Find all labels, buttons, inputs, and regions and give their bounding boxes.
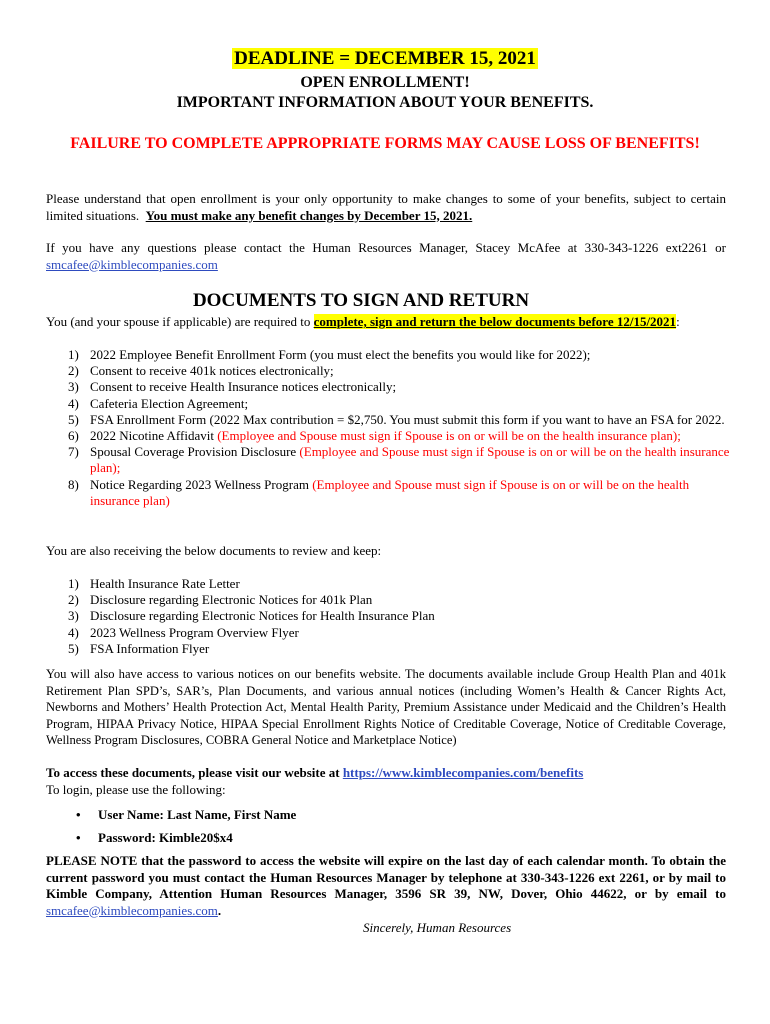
contact-email-link[interactable]: smcafee@kimblecompanies.com: [46, 256, 218, 272]
password-notice: PLEASE NOTE that the password to access the website will expire on the last day of each calendar month. To obtain the current password you must contact the Human Resources Manager by telephone at 330-343-1226 ext 2261, or by mail to Kimble Company, Attention Human Resources Manager, 3596 SR 39, NW, Dover, Ohio 44622, or by email to smcafee@kimblecompanies.com.: [46, 853, 726, 918]
intro-paragraph: [46, 191, 726, 224]
spouse-sign-note: (Employee and Spouse must sign if Spouse is on or will be on the health insurance plan): [90, 476, 690, 508]
list-item: 2) Disclosure regarding Electronic Notices for 401k Plan: [68, 592, 373, 608]
list-item: 2) Consent to receive 401k notices electronically;: [68, 363, 334, 379]
documents-intro: [46, 314, 726, 331]
intro-emphasis: You must make any benefit changes by December 15, 2021.: [145, 207, 473, 223]
documents-intro-prefix: You (and your spouse if applicable) are required to: [46, 314, 311, 329]
contact-paragraph: [46, 240, 726, 273]
list-item: 7) Spousal Coverage Provision Disclosure (Employee and Spouse must sign if Spouse is on or will be on the health insurance plan);: [68, 444, 730, 476]
important-info-heading: IMPORTANT INFORMATION ABOUT YOUR BENEFITS.: [176, 94, 594, 111]
password-notice-text: PLEASE NOTE that the password to access the website will expire on the last day of each calendar month. To obtain the current password you must contact the Human Resources Manager by telephone at 330-343-1226 ext 2261, or by mail to Kimble Company, Attention Human Resources Manager, 3596 SR 39, NW, Dover, Ohio 44622, or by email to: [46, 853, 726, 901]
list-item: 6) 2022 Nicotine Affidavit (Employee and Spouse must sign if Spouse is on or will be on the health insurance plan);: [68, 428, 681, 444]
deadline-banner: [0, 47, 770, 71]
deadline-text: DEADLINE = DECEMBER 15, 2021: [234, 48, 536, 69]
intro-text: Please understand that open enrollment is your only opportunity to make changes to some of your benefits, subject to certain limited situations.: [46, 191, 726, 223]
list-item: 3) Consent to receive Health Insurance notices electronically;: [68, 379, 397, 395]
website-notices-paragraph: You will also have access to various notices on our benefits website. The documents available include Group Health Plan and 401k Retirement Plan SPD’s, SAR’s, Plan Documents, and various annual notices (including Women’s Health & Cancer Rights Act, Newborns and Mothers’ Health Protection Act, Mental Health Parity, Premium Assistance under Medicaid and the Children’s Health Program, HIPAA Privacy Notice, HIPAA Special Enrollment Rights Notice of Creditable Coverage, Notice of Creditable Coverage, Wellness Program Disclosures, COBRA General Notice and Marketplace Notice): [46, 667, 726, 747]
signoff: Sincerely, Human Resources: [363, 920, 512, 935]
list-item: 4) Cafeteria Election Agreement;: [68, 395, 249, 411]
login-instructions: To login, please use the following:: [46, 781, 226, 797]
spouse-sign-note: (Employee and Spouse must sign if Spouse is on or will be on the health insurance plan);: [90, 444, 730, 476]
password-item: • Password: Kimble20$x4: [76, 830, 233, 845]
access-paragraph: [46, 765, 726, 798]
list-item: 4) 2023 Wellness Program Overview Flyer: [68, 624, 299, 640]
list-item: 1) 2022 Employee Benefit Enrollment Form (you must elect the benefits you would like for 2022);: [68, 347, 591, 362]
notice-email-link[interactable]: smcafee@kimblecompanies.com: [46, 902, 218, 918]
documents-title: DOCUMENTS TO SIGN AND RETURN: [192, 290, 530, 311]
sign-documents-list: [46, 347, 730, 509]
list-item: 5) FSA Information Flyer: [68, 640, 210, 656]
review-intro: You are also receiving the below documents to review and keep:: [46, 543, 382, 558]
spouse-sign-note: (Employee and Spouse must sign if Spouse is on or will be on the health insurance plan);: [217, 428, 681, 444]
review-documents-list: [46, 576, 730, 657]
documents-intro-suffix: :: [676, 314, 680, 329]
username-item: • User Name: Last Name, First Name: [76, 807, 297, 822]
access-text: To access these documents, please visit our website at: [46, 765, 340, 780]
list-item: 8) Notice Regarding 2023 Wellness Program (Employee and Spouse must sign if Spouse is on or will be on the health insurance plan): [68, 476, 690, 508]
list-item: 5) FSA Enrollment Form (2022 Max contribution = $2,750. You must submit this form if you want to have an FSA for 2022.: [68, 411, 725, 427]
contact-text: If you have any questions please contact the Human Resources Manager, Stacey McAfee at 330-343-1226 ext2261 or: [46, 240, 726, 255]
benefits-website-link[interactable]: https://www.kimblecompanies.com/benefits: [342, 765, 584, 780]
failure-warning: FAILURE TO COMPLETE APPROPRIATE FORMS MAY CAUSE LOSS OF BENEFITS!: [70, 135, 700, 152]
login-credentials-list: [46, 807, 726, 853]
documents-intro-highlight: complete, sign and return the below documents before 12/15/2021: [313, 314, 677, 329]
open-enrollment-heading: OPEN ENROLLMENT!: [300, 74, 470, 91]
list-item: 1) Health Insurance Rate Letter: [68, 576, 240, 591]
list-item: 3) Disclosure regarding Electronic Notices for Health Insurance Plan: [68, 608, 435, 624]
